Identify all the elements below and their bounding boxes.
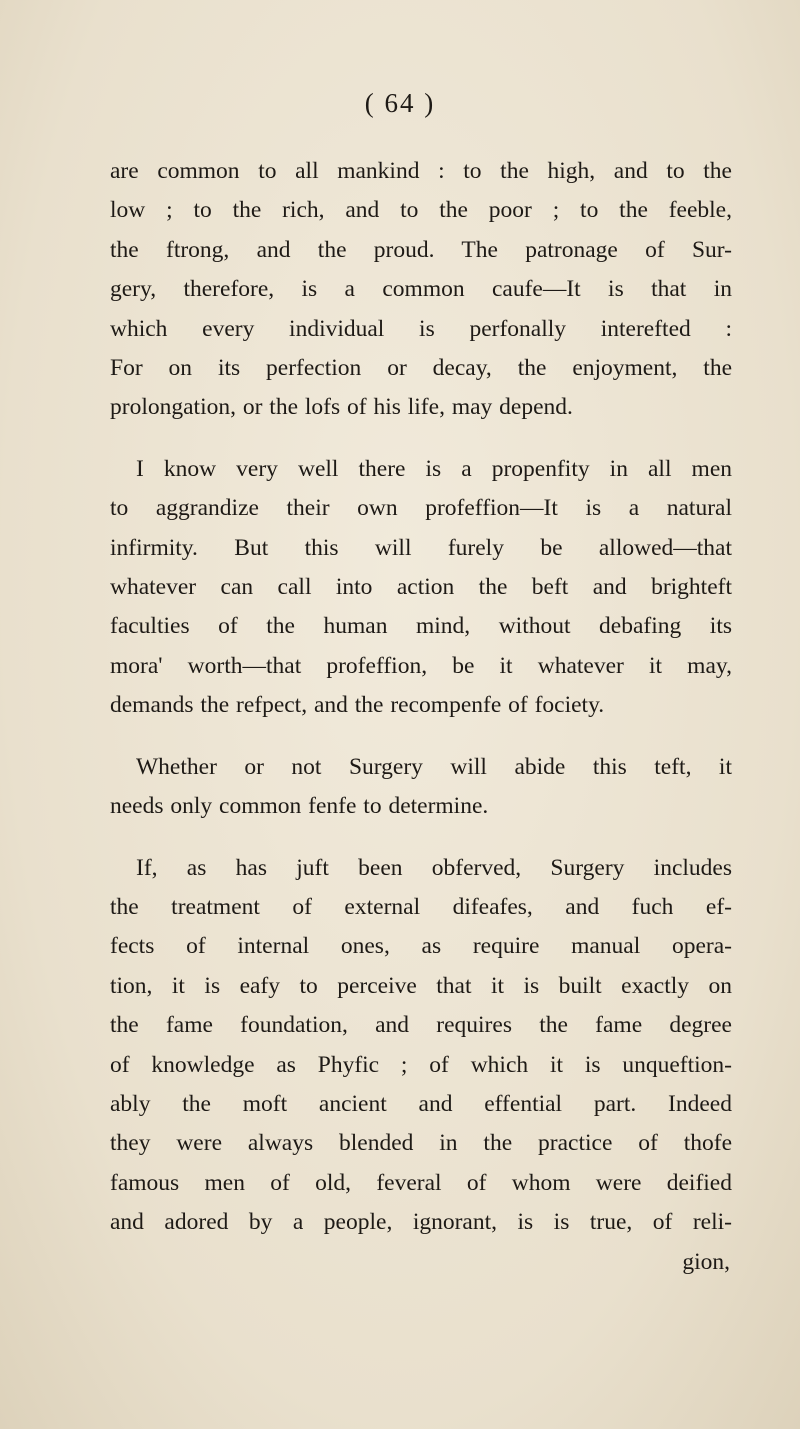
text-line: For on its perfection or decay, the enjoyment, the	[110, 355, 732, 382]
catchword: gion,	[682, 1248, 730, 1275]
text-line: I know very well there is a propenfity in all men	[136, 455, 732, 482]
text-line: demands the refpect, and the recompenfe of fociety.	[110, 692, 605, 719]
paragraph-1	[110, 152, 732, 428]
text-line: mora' worth—that profeffion, be it whatever it may,	[110, 652, 732, 679]
text-line: the ftrong, and the proud. The patronage of Sur-	[110, 236, 732, 263]
text-line: are common to all mankind : to the high, and to the	[110, 158, 732, 184]
paragraph-3	[110, 748, 732, 827]
text-line: and adored by a people, ignorant, is is true, of reli-	[110, 1209, 732, 1236]
body-text	[110, 152, 732, 1282]
page-number: ( 64 )	[364, 88, 436, 118]
text-line: which every individual is perfonally interefted :	[110, 315, 732, 342]
text-line: of knowledge as Phyfic ; of which it is unqueftion-	[110, 1051, 732, 1078]
text-line: famous men of old, feveral of whom were deified	[110, 1169, 732, 1196]
text-line: Whether or not Surgery will abide this teft, it	[136, 753, 732, 780]
text-line: tion, it is eafy to perceive that it is built exactly on	[110, 972, 732, 999]
text-line: whatever can call into action the beft and brighteft	[110, 574, 732, 601]
text-line: infirmity. But this will furely be allowed—that	[110, 534, 732, 561]
text-line: needs only common fenfe to determine.	[110, 793, 489, 820]
paragraph-4	[110, 849, 732, 1243]
text-line: faculties of the human mind, without debafing its	[110, 613, 732, 640]
text-line: low ; to the rich, and to the poor ; to the feeble,	[110, 197, 732, 224]
text-line: the fame foundation, and requires the fame degree	[110, 1012, 732, 1039]
text-line: prolongation, or the lofs of his life, may depend.	[110, 394, 573, 421]
text-line: to aggrandize their own profeffion—It is a natural	[110, 495, 732, 522]
text-line: they were always blended in the practice of thofe	[110, 1130, 732, 1157]
paragraph-2	[110, 450, 732, 726]
text-line: gery, therefore, is a common caufe—It is that in	[110, 276, 732, 303]
text-line: fects of internal ones, as require manual opera-	[110, 933, 732, 960]
text-line: ably the moft ancient and effential part. Indeed	[110, 1090, 732, 1117]
text-line: the treatment of external difeafes, and fuch ef-	[110, 893, 732, 920]
text-line: If, as has juft been obferved, Surgery includes	[136, 854, 732, 881]
